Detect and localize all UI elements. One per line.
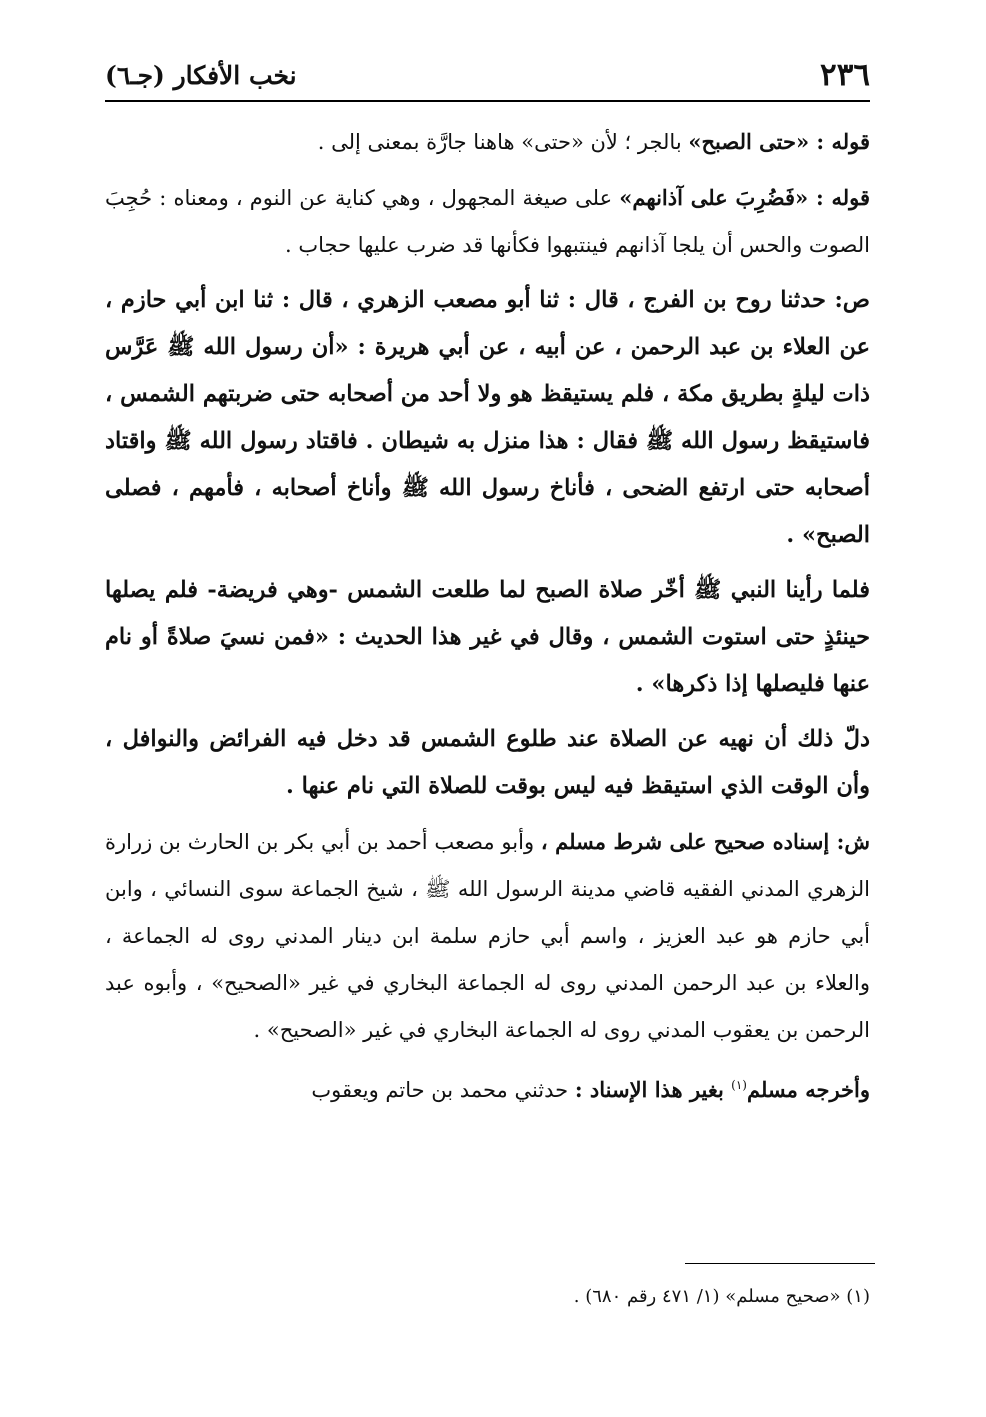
footnote-rule — [685, 1263, 875, 1264]
sharh-lead: ش: إسناده صحيح على شرط مسلم ، — [540, 829, 870, 854]
takhrij-lead-a: وأخرجه مسلم — [746, 1077, 870, 1102]
commentary-paragraph-1: فلما رأينا النبي ﷺ أخّر صلاة الصبح لما طلعت الشمس -وهي فريضة- فلم يصلها حينئذٍ حتى استوت الشمس ، وقال في غير هذا الحديث : «فمن نسيَ صلاةً أو نام عنها فليصلها إذا ذكرها» . — [105, 577, 870, 697]
paragraph-1-lead: قوله : «حتى الصبح» — [688, 129, 870, 154]
page-number: ٢٣٦ — [820, 57, 870, 93]
sharh-text: وأبو مصعب أحمد بن أبي بكر بن الحارث بن زرارة الزهري المدني الفقيه قاضي مدينة الرسول الله ﷺ ، شيخ الجماعة سوى النسائي ، وابن أبي حازم هو عبد العزيز ، واسم أبي حازم سلمة ابن دينار المدني روى له الجماعة ، والعلاء بن عبد الرحمن المدني روى له الجماعة البخاري في غير «الصحيح» ، وأبوه عبد الرحمن بن يعقوب المدني روى له الجماعة البخاري في غير «الصحيح» . — [105, 830, 870, 1042]
hadith-paragraph: ص: حدثنا روح بن الفرج ، قال : ثنا أبو مصعب الزهري ، قال : ثنا ابن أبي حازم ، عن العلاء بن عبد الرحمن ، عن أبيه ، عن أبي هريرة : «أن رسول الله ﷺ عَرَّس ذات ليلةٍ بطريق مكة ، فلم يستيقظ هو ولا أحد من أصحابه حتى ضربتهم الشمس ، فاستيقظ رسول الله ﷺ فقال : هذا منزل به شيطان . فاقتاد رسول الله ﷺ واقتاد أصحابه حتى ارتفع الضحى ، فأناخ رسول الله ﷺ وأناخ أصحابه ، فأمهم ، فصلى الصبح» . — [105, 287, 870, 548]
paragraph-1-text: بالجر ؛ لأن «حتى» هاهنا جارَّة بمعنى إلى . — [317, 130, 689, 154]
paragraph-2-text: على صيغة المجهول ، وهي كناية عن النوم ، ومعناه : حُجِبَ الصوت والحس أن يلجا آذانهم فينتبهوا فكأنها قد ضرب عليها حجاب . — [105, 186, 870, 257]
takhrij-paragraph — [105, 1062, 870, 1114]
page-body — [105, 118, 870, 1122]
paragraph-2-lead: قوله : «فَضُرِبَ على آذانهم» — [619, 185, 870, 210]
takhrij-text: حدثني محمد بن حاتم ويعقوب — [311, 1078, 575, 1102]
takhrij-lead-b: بغير هذا الإسناد : — [574, 1077, 732, 1102]
sharh-paragraph — [105, 818, 870, 1054]
paragraph-2 — [105, 174, 870, 269]
footnote: (١) «صحيح مسلم» (١/ ٤٧١ رقم ٦٨٠) . — [573, 1286, 870, 1307]
page-header — [105, 52, 870, 98]
commentary-paragraph-2: دلّ ذلك أن نهيه عن الصلاة عند طلوع الشمس قد دخل فيه الفرائض والنوافل ، وأن الوقت الذي استيقظ فيه ليس بوقت للصلاة التي نام عنها . — [105, 726, 870, 799]
footnote-marker: (١) — [731, 1078, 747, 1092]
book-title: نخب الأفكار (جـ٦) — [105, 60, 297, 90]
paragraph-1 — [105, 118, 870, 166]
header-rule — [105, 100, 870, 102]
